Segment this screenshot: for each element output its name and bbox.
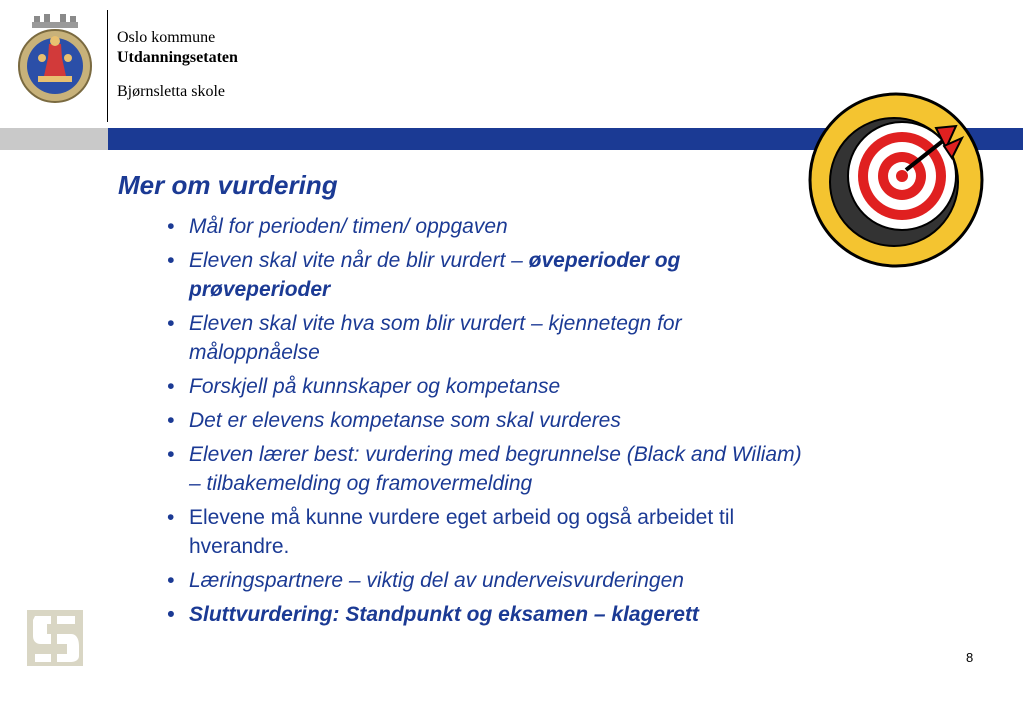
list-item	[165, 406, 965, 435]
bullet-text: Mål for perioden/ timen/ oppgaven	[189, 215, 508, 238]
list-item	[165, 372, 965, 401]
bullet-dot: •	[167, 569, 175, 592]
bullet-text: hverandre.	[189, 535, 290, 558]
list-item	[165, 309, 965, 367]
header	[117, 28, 238, 102]
bullet-text: Eleven skal vite når de blir vurdert –	[189, 249, 529, 272]
bullet-dot: •	[167, 312, 175, 335]
bullet-dot: •	[167, 249, 175, 272]
bullet-text: Sluttvurdering: Standpunkt og eksamen – klagerett	[189, 603, 699, 626]
bullet-text: Eleven lærer best: vurdering med begrunnelse (Black and Wiliam)	[189, 443, 802, 466]
bullet-dot: •	[167, 409, 175, 432]
bullet-emphasis: øveperioder og	[528, 249, 681, 272]
bullet-text: Det er elevens kompetanse som skal vurderes	[189, 409, 621, 432]
bullet-text: Elevene må kunne vurdere eget arbeid og også arbeidet til	[189, 506, 735, 529]
bullet-dot: •	[167, 375, 175, 398]
bullet-dot: •	[167, 215, 175, 238]
unit-name: Utdanningsetaten	[117, 49, 238, 66]
list-item	[165, 600, 965, 629]
bullet-dot: •	[167, 506, 175, 529]
header-divider	[107, 10, 108, 122]
oslo-symbol-icon	[27, 610, 83, 666]
school-name: Bjørnsletta skole	[117, 83, 225, 100]
bullet-text: måloppnåelse	[189, 341, 320, 364]
bullet-text: Forskjell på kunnskaper og kompetanse	[189, 375, 561, 398]
bullet-list	[165, 212, 965, 634]
list-item	[165, 440, 965, 498]
bullet-text: Læringspartnere – viktig del av underveisvurderingen	[189, 569, 684, 592]
page-number: 8	[966, 650, 974, 665]
bullet-dot: •	[167, 443, 175, 466]
bullet-emphasis: prøveperioder	[189, 278, 331, 301]
bullet-text: Eleven skal vite hva som blir vurdert – kjennetegn for	[189, 312, 682, 335]
list-item	[165, 503, 965, 561]
list-item	[165, 566, 965, 595]
slide-title: Mer om vurdering	[118, 170, 338, 200]
org-name: Oslo kommune	[117, 29, 216, 46]
list-item	[165, 246, 965, 304]
bullet-text: – tilbakemelding og framovermelding	[189, 472, 533, 495]
list-item	[165, 212, 965, 241]
bullet-dot: •	[167, 603, 175, 626]
oslo-coat-of-arms-icon	[16, 14, 94, 104]
